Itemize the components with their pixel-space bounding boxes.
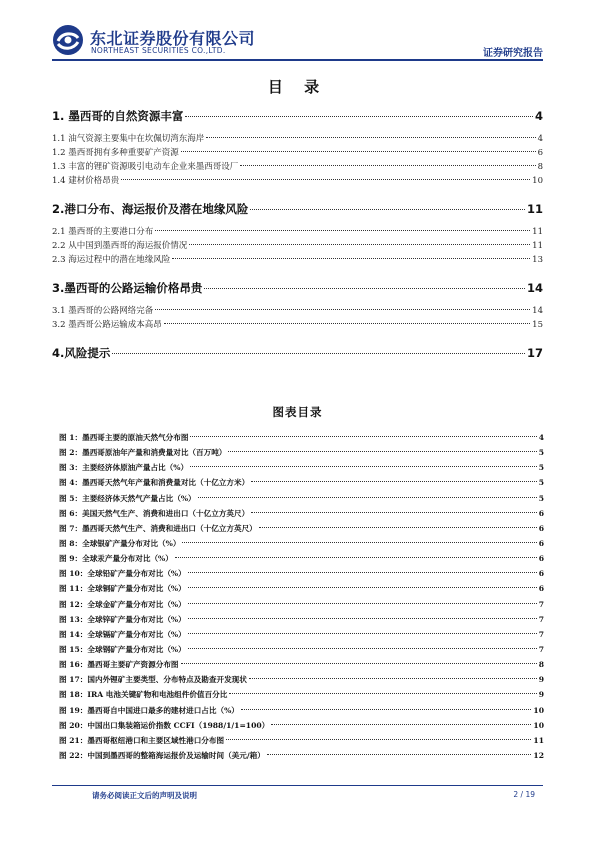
dot-leader [112, 353, 525, 354]
figure-entry[interactable] [59, 720, 544, 735]
dot-leader [241, 709, 532, 710]
toc-section-entry-page: 14 [526, 281, 543, 295]
dot-leader [204, 288, 525, 289]
figure-entry-label: 图 10：全球铅矿产量分布对比（%） [59, 569, 186, 579]
toc-section-entry[interactable] [52, 280, 543, 298]
dot-leader [164, 323, 530, 324]
toc-section-entry-page: 17 [526, 346, 543, 360]
figure-entry-page: 10 [533, 720, 544, 730]
toc-section-entry-label: 3.墨西哥的公路运输价格昂贵 [52, 281, 203, 295]
toc-subsection-entry[interactable] [52, 239, 543, 253]
figure-entry[interactable] [59, 462, 544, 477]
figure-entry[interactable] [59, 583, 544, 598]
dot-leader [251, 512, 537, 513]
figure-entry[interactable] [59, 477, 544, 492]
figure-index-title: 图表目录 [272, 405, 323, 419]
dot-leader [229, 693, 536, 694]
figure-entry[interactable] [59, 644, 544, 659]
figure-entry-page: 4 [538, 433, 544, 442]
figure-entry-label: 图 3：主要经济体原油产量占比（%） [59, 463, 189, 473]
header-divider [52, 59, 543, 61]
figure-entry-page: 6 [538, 508, 544, 518]
figure-entry[interactable] [59, 538, 544, 553]
toc-subsection-entry-label: 3.1 墨西哥的公路网络完备 [52, 306, 154, 316]
page-header [0, 0, 595, 62]
figure-index-list [59, 432, 544, 765]
toc-subsection-entry-page: 15 [532, 320, 543, 330]
dot-leader [198, 497, 537, 498]
dot-leader [172, 258, 530, 259]
toc-subsection-entry[interactable] [52, 225, 543, 239]
dot-leader [189, 244, 530, 245]
figure-entry[interactable] [59, 599, 544, 614]
company-name-en: NORTHEAST SECURITIES CO.,LTD. [91, 46, 226, 55]
footer-disclaimer: 请务必阅读正文后的声明及说明 [92, 791, 197, 800]
toc-subsection-entry[interactable] [52, 253, 543, 267]
toc-subsection-entry-label: 2.2 从中国到墨西哥的海运报价情况 [52, 241, 188, 251]
figure-entry-page: 7 [538, 629, 544, 639]
figure-entry[interactable] [59, 447, 544, 462]
figure-entry[interactable] [59, 568, 544, 583]
figure-entry[interactable] [59, 523, 544, 538]
toc-subsection-entry-page: 11 [532, 241, 543, 251]
figure-entry-page: 11 [533, 735, 544, 745]
dot-leader [249, 678, 537, 679]
figure-entry-label: 图 15：全球钢矿产量分布对比（%） [59, 644, 186, 654]
figure-entry-page: 12 [533, 750, 544, 760]
figure-entry-label: 图 17：国内外锂矿主要类型、分布特点及勘查开发现状 [59, 675, 247, 685]
toc-section-entry-label: 2.港口分布、海运报价及潜在地缘风险 [52, 202, 249, 216]
toc-section-entry-label: 1. 墨西哥的自然资源丰富 [52, 109, 184, 123]
figure-entry-label: 图 19：墨西哥自中国进口最多的建材进口占比（%） [59, 705, 239, 715]
company-logo-icon [52, 24, 84, 56]
dot-leader [267, 754, 532, 755]
figure-entry[interactable] [59, 735, 544, 750]
toc-subsection-entry[interactable] [52, 132, 543, 146]
dot-leader [185, 116, 533, 117]
report-type-label: 证券研究报告 [483, 48, 543, 59]
dot-leader [155, 230, 530, 231]
figure-entry-page: 8 [538, 660, 544, 670]
figure-entry-page: 5 [538, 448, 544, 458]
dot-leader [182, 542, 536, 543]
figure-entry-label: 图 18：IRA 电池关键矿物和电池组件价值百分比 [59, 690, 228, 700]
figure-entry-label: 图 5：主要经济体天然气产量占比（%） [59, 493, 196, 503]
toc-section-entry[interactable] [52, 108, 543, 126]
dot-leader [206, 137, 535, 138]
figure-entry[interactable] [59, 432, 544, 447]
dot-leader [259, 527, 537, 528]
toc-subsection-entry-label: 2.1 墨西哥的主要港口分布 [52, 227, 154, 237]
figure-entry-label: 图 7：墨西哥天然气生产、消费和进出口（十亿立方英尺） [59, 523, 257, 533]
figure-entry-label: 图 1：墨西哥主要的原油天然气分布图 [59, 433, 189, 442]
toc-title: 目 录 [267, 78, 328, 96]
toc-subsection-entry-page: 14 [532, 306, 543, 316]
dot-leader [181, 151, 536, 152]
figure-entry[interactable] [59, 689, 544, 704]
figure-entry-page: 5 [538, 478, 544, 488]
figure-entry-page: 10 [533, 705, 544, 715]
figure-entry[interactable] [59, 493, 544, 508]
figure-entry-label: 图 12：全球金矿产量分布对比（%） [59, 599, 186, 609]
figure-entry-label: 图 22：中国到墨西哥的整箱海运报价及运输时间（美元/箱） [59, 750, 265, 760]
toc-subsection-entry-page: 10 [532, 176, 543, 186]
figure-entry[interactable] [59, 508, 544, 523]
figure-entry-page: 7 [538, 599, 544, 609]
figure-entry[interactable] [59, 750, 544, 765]
dot-leader [188, 618, 537, 619]
figure-entry[interactable] [59, 659, 544, 674]
toc-subsection-entry[interactable] [52, 160, 543, 174]
figure-entry-page: 6 [538, 538, 544, 548]
footer-divider [52, 785, 543, 786]
toc-section-entry[interactable] [52, 201, 543, 219]
dot-leader [155, 309, 530, 310]
dot-leader [188, 587, 537, 588]
dot-leader [228, 451, 536, 452]
figure-entry-label: 图 20：中国出口集装箱运价指数 CCFI（1988/1/1=100） [59, 720, 270, 730]
figure-entry-page: 9 [538, 690, 544, 700]
figure-entry-page: 9 [538, 675, 544, 685]
figure-entry-label: 图 13：全球锌矿产量分布对比（%） [59, 614, 186, 624]
figure-entry-page: 6 [538, 554, 544, 564]
toc-section-entry-page: 11 [526, 202, 543, 216]
figure-entry-page: 7 [538, 614, 544, 624]
company-name-cn: 东北证券股份有限公司 [90, 29, 256, 48]
toc-subsection-entry-page: 11 [532, 227, 543, 237]
dot-leader [175, 557, 537, 558]
figure-entry[interactable] [59, 674, 544, 689]
figure-entry-page: 5 [538, 493, 544, 503]
toc-section-entry[interactable] [52, 345, 543, 363]
dot-leader [226, 739, 531, 740]
figure-entry[interactable] [59, 614, 544, 629]
figure-entry-page: 6 [538, 584, 544, 594]
dot-leader [190, 466, 537, 467]
figure-entry-label: 图 14：全球镉矿产量分布对比（%） [59, 629, 186, 639]
dot-leader [188, 633, 537, 634]
figure-entry-label: 图 6：美国天然气生产、消费和进出口（十亿立方英尺） [59, 508, 250, 518]
toc-section-entry-label: 4.风险提示 [52, 346, 111, 360]
toc-subsection-entry[interactable] [52, 146, 543, 160]
dot-leader [251, 481, 537, 482]
toc-subsection-entry[interactable] [52, 304, 543, 318]
dot-leader [188, 603, 537, 604]
dot-leader [271, 724, 531, 725]
figure-entry[interactable] [59, 629, 544, 644]
toc-section-entry-page: 4 [534, 109, 543, 123]
dot-leader [240, 165, 535, 166]
figure-entry[interactable] [59, 553, 544, 568]
figure-entry-label: 图 21：墨西哥枢纽港口和主要区域性港口分布图 [59, 735, 225, 745]
toc-subsection-entry-page: 13 [532, 255, 543, 265]
figure-entry-label: 图 8：全球银矿产量分布对比（%） [59, 538, 181, 548]
figure-entry-label: 图 4：墨西哥天然气年产量和消费量对比（十亿立方米） [59, 478, 250, 488]
dot-leader [188, 572, 537, 573]
toc-subsection-entry-label: 1.2 墨西哥拥有多种重要矿产资源 [52, 148, 179, 158]
figure-entry-page: 6 [538, 523, 544, 533]
toc-subsection-entry[interactable] [52, 174, 543, 188]
figure-entry-page: 6 [538, 569, 544, 579]
figure-entry-label: 图 2：墨西哥原油年产量和消费量对比（百万吨） [59, 448, 227, 458]
figure-entry-page: 5 [538, 463, 544, 473]
table-of-contents [52, 108, 543, 363]
page-number: 2 / 19 [513, 790, 535, 799]
figure-entry-page: 7 [538, 644, 544, 654]
toc-subsection-entry-page: 6 [537, 148, 543, 158]
toc-subsection-entry-label: 1.4 建材价格昂贵 [52, 176, 120, 186]
figure-entry-label: 图 16：墨西哥主要矿产资源分布图 [59, 660, 179, 670]
dot-leader [188, 648, 537, 649]
dot-leader [190, 436, 536, 437]
figure-entry[interactable] [59, 705, 544, 720]
figure-entry-label: 图 9：全球汞产量分布对比（%） [59, 554, 173, 564]
toc-subsection-entry-label: 1.3 丰富的锂矿资源吸引电动车企业来墨西哥设厂 [52, 162, 239, 172]
toc-subsection-entry-label: 1.1 油气资源主要集中在坎佩切湾东海岸 [52, 134, 205, 144]
toc-subsection-entry-page: 4 [537, 134, 543, 144]
dot-leader [121, 179, 530, 180]
toc-subsection-entry-label: 3.2 墨西哥公路运输成本高昂 [52, 320, 162, 330]
toc-subsection-entry[interactable] [52, 318, 543, 332]
toc-subsection-entry-label: 2.3 海运过程中的潜在地缘风险 [52, 255, 171, 265]
dot-leader [181, 663, 537, 664]
dot-leader [250, 209, 525, 210]
figure-entry-label: 图 11：全球铜矿产量分布对比（%） [59, 584, 186, 594]
toc-subsection-entry-page: 8 [537, 162, 543, 172]
